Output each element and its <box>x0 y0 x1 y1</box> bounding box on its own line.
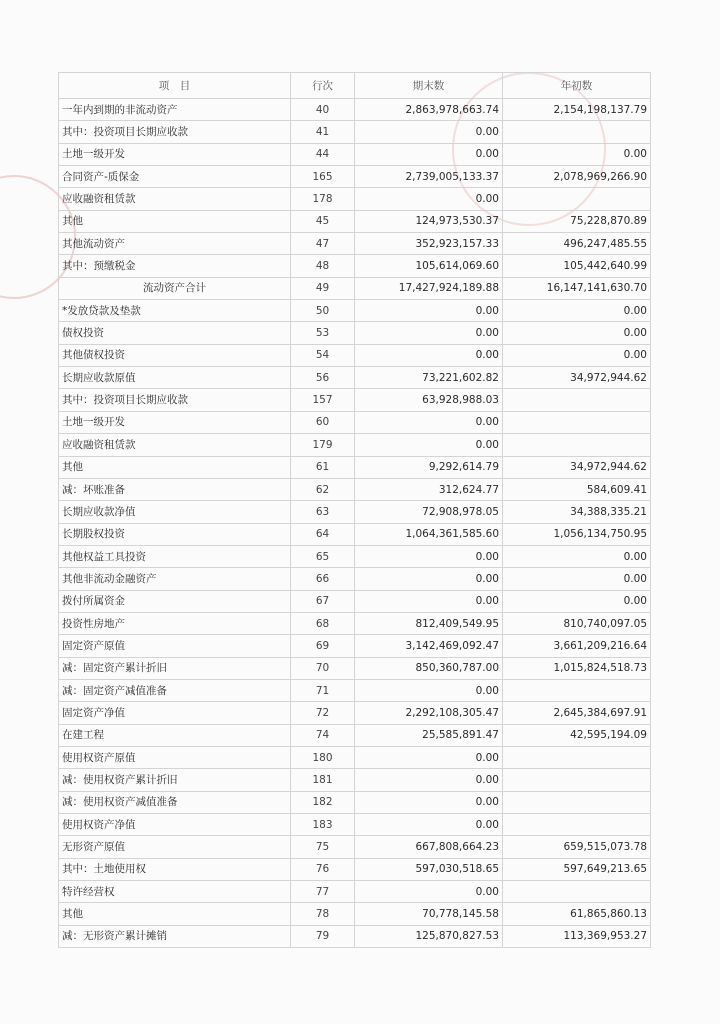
row-end-balance: 0.00 <box>355 411 503 433</box>
row-number: 41 <box>291 121 355 143</box>
row-end-balance: 0.00 <box>355 746 503 768</box>
row-item: 长期应收款净值 <box>59 501 291 523</box>
row-number: 165 <box>291 166 355 188</box>
table-row <box>59 255 651 277</box>
row-begin-balance: 34,388,335.21 <box>503 501 651 523</box>
row-end-balance: 0.00 <box>355 344 503 366</box>
row-item: *发放贷款及垫款 <box>59 300 291 322</box>
row-begin-balance: 3,661,209,216.64 <box>503 635 651 657</box>
table-row <box>59 277 651 299</box>
row-number: 63 <box>291 501 355 523</box>
header-begin-balance: 年初数 <box>503 73 651 99</box>
row-end-balance: 105,614,069.60 <box>355 255 503 277</box>
row-begin-balance: 75,228,870.89 <box>503 210 651 232</box>
row-end-balance: 3,142,469,092.47 <box>355 635 503 657</box>
row-begin-balance: 597,649,213.65 <box>503 858 651 880</box>
row-item: 拨付所属资金 <box>59 590 291 612</box>
row-item: 土地一级开发 <box>59 411 291 433</box>
row-item: 其他债权投资 <box>59 344 291 366</box>
table-row <box>59 121 651 143</box>
row-begin-balance: 0.00 <box>503 545 651 567</box>
row-number: 77 <box>291 881 355 903</box>
row-end-balance: 124,973,530.37 <box>355 210 503 232</box>
row-begin-balance: 0.00 <box>503 344 651 366</box>
table-row <box>59 143 651 165</box>
row-end-balance: 0.00 <box>355 568 503 590</box>
row-end-balance: 0.00 <box>355 143 503 165</box>
table-row <box>59 836 651 858</box>
row-begin-balance: 0.00 <box>503 300 651 322</box>
row-end-balance: 63,928,988.03 <box>355 389 503 411</box>
row-item: 其他 <box>59 456 291 478</box>
table-row <box>59 389 651 411</box>
row-item: 使用权资产净值 <box>59 814 291 836</box>
row-end-balance: 0.00 <box>355 679 503 701</box>
row-number: 75 <box>291 836 355 858</box>
row-item: 其他非流动金融资产 <box>59 568 291 590</box>
row-number: 79 <box>291 925 355 947</box>
row-item: 土地一级开发 <box>59 143 291 165</box>
row-begin-balance: 496,247,485.55 <box>503 233 651 255</box>
row-number: 40 <box>291 99 355 121</box>
row-end-balance: 812,409,549.95 <box>355 612 503 634</box>
row-item: 其他权益工具投资 <box>59 545 291 567</box>
row-item: 其他 <box>59 903 291 925</box>
row-begin-balance: 16,147,141,630.70 <box>503 277 651 299</box>
table-row <box>59 590 651 612</box>
table-row <box>59 501 651 523</box>
row-number: 68 <box>291 612 355 634</box>
row-number: 62 <box>291 478 355 500</box>
row-end-balance: 667,808,664.23 <box>355 836 503 858</box>
row-number: 71 <box>291 679 355 701</box>
row-begin-balance: 810,740,097.05 <box>503 612 651 634</box>
table-row <box>59 791 651 813</box>
row-item: 减：使用权资产累计折旧 <box>59 769 291 791</box>
header-item: 项 目 <box>59 73 291 99</box>
table-row <box>59 344 651 366</box>
table-row <box>59 210 651 232</box>
row-end-balance: 1,064,361,585.60 <box>355 523 503 545</box>
table-row <box>59 925 651 947</box>
row-end-balance: 73,221,602.82 <box>355 367 503 389</box>
row-end-balance: 0.00 <box>355 121 503 143</box>
row-number: 66 <box>291 568 355 590</box>
row-end-balance: 352,923,157.33 <box>355 233 503 255</box>
row-begin-balance <box>503 188 651 210</box>
row-end-balance: 125,870,827.53 <box>355 925 503 947</box>
table-row <box>59 456 651 478</box>
row-begin-balance: 61,865,860.13 <box>503 903 651 925</box>
header-end-balance: 期末数 <box>355 73 503 99</box>
row-number: 49 <box>291 277 355 299</box>
row-end-balance: 597,030,518.65 <box>355 858 503 880</box>
row-begin-balance <box>503 814 651 836</box>
row-number: 76 <box>291 858 355 880</box>
row-begin-balance <box>503 411 651 433</box>
row-number: 180 <box>291 746 355 768</box>
row-begin-balance: 0.00 <box>503 143 651 165</box>
row-number: 60 <box>291 411 355 433</box>
row-item: 其中：投资项目长期应收款 <box>59 389 291 411</box>
row-item: 减：无形资产累计摊销 <box>59 925 291 947</box>
table-row <box>59 233 651 255</box>
table-row <box>59 858 651 880</box>
row-begin-balance: 659,515,073.78 <box>503 836 651 858</box>
row-begin-balance: 2,645,384,697.91 <box>503 702 651 724</box>
row-end-balance: 70,778,145.58 <box>355 903 503 925</box>
row-number: 157 <box>291 389 355 411</box>
row-item: 其他流动资产 <box>59 233 291 255</box>
row-number: 182 <box>291 791 355 813</box>
row-item: 其中：土地使用权 <box>59 858 291 880</box>
row-item: 减：坏账准备 <box>59 478 291 500</box>
row-number: 67 <box>291 590 355 612</box>
row-begin-balance: 0.00 <box>503 568 651 590</box>
table-row <box>59 322 651 344</box>
row-begin-balance <box>503 434 651 456</box>
table-row <box>59 300 651 322</box>
row-number: 78 <box>291 903 355 925</box>
row-begin-balance: 34,972,944.62 <box>503 367 651 389</box>
row-item: 长期股权投资 <box>59 523 291 545</box>
table-row <box>59 635 651 657</box>
row-number: 45 <box>291 210 355 232</box>
row-begin-balance <box>503 881 651 903</box>
row-number: 181 <box>291 769 355 791</box>
row-begin-balance: 2,078,969,266.90 <box>503 166 651 188</box>
row-end-balance: 0.00 <box>355 791 503 813</box>
row-begin-balance: 0.00 <box>503 590 651 612</box>
row-number: 64 <box>291 523 355 545</box>
row-number: 179 <box>291 434 355 456</box>
row-item: 长期应收款原值 <box>59 367 291 389</box>
row-item: 其中：投资项目长期应收款 <box>59 121 291 143</box>
row-end-balance: 0.00 <box>355 590 503 612</box>
row-begin-balance <box>503 679 651 701</box>
row-item: 合同资产-质保金 <box>59 166 291 188</box>
row-begin-balance: 113,369,953.27 <box>503 925 651 947</box>
row-end-balance: 850,360,787.00 <box>355 657 503 679</box>
row-item: 投资性房地产 <box>59 612 291 634</box>
row-end-balance: 0.00 <box>355 434 503 456</box>
row-begin-balance <box>503 389 651 411</box>
row-end-balance: 0.00 <box>355 300 503 322</box>
row-item: 特许经营权 <box>59 881 291 903</box>
table-row <box>59 478 651 500</box>
row-item: 在建工程 <box>59 724 291 746</box>
balance-sheet-table <box>58 72 651 948</box>
row-end-balance: 25,585,891.47 <box>355 724 503 746</box>
table-row <box>59 881 651 903</box>
row-item: 债权投资 <box>59 322 291 344</box>
row-end-balance: 72,908,978.05 <box>355 501 503 523</box>
row-item: 一年内到期的非流动资产 <box>59 99 291 121</box>
row-item: 其中：预缴税金 <box>59 255 291 277</box>
row-begin-balance: 105,442,640.99 <box>503 255 651 277</box>
row-item: 其他 <box>59 210 291 232</box>
row-item: 固定资产原值 <box>59 635 291 657</box>
table-row <box>59 679 651 701</box>
row-number: 50 <box>291 300 355 322</box>
table-row <box>59 166 651 188</box>
row-item: 应收融资租赁款 <box>59 188 291 210</box>
row-item: 应收融资租赁款 <box>59 434 291 456</box>
table-row <box>59 545 651 567</box>
table-row <box>59 568 651 590</box>
row-begin-balance <box>503 121 651 143</box>
row-number: 44 <box>291 143 355 165</box>
row-end-balance: 0.00 <box>355 188 503 210</box>
row-number: 61 <box>291 456 355 478</box>
row-item: 使用权资产原值 <box>59 746 291 768</box>
row-number: 183 <box>291 814 355 836</box>
table-row <box>59 903 651 925</box>
row-begin-balance: 584,609.41 <box>503 478 651 500</box>
row-end-balance: 2,739,005,133.37 <box>355 166 503 188</box>
row-number: 72 <box>291 702 355 724</box>
row-end-balance: 2,863,978,663.74 <box>355 99 503 121</box>
row-end-balance: 0.00 <box>355 769 503 791</box>
row-end-balance: 0.00 <box>355 814 503 836</box>
table-row <box>59 411 651 433</box>
row-number: 48 <box>291 255 355 277</box>
row-end-balance: 0.00 <box>355 545 503 567</box>
header-row <box>59 73 651 99</box>
table-row <box>59 702 651 724</box>
row-begin-balance <box>503 791 651 813</box>
row-number: 54 <box>291 344 355 366</box>
row-end-balance: 0.00 <box>355 322 503 344</box>
row-number: 178 <box>291 188 355 210</box>
table-body <box>59 99 651 948</box>
row-end-balance: 312,624.77 <box>355 478 503 500</box>
table-row <box>59 612 651 634</box>
row-number: 56 <box>291 367 355 389</box>
row-begin-balance: 0.00 <box>503 322 651 344</box>
row-end-balance: 0.00 <box>355 881 503 903</box>
row-begin-balance: 34,972,944.62 <box>503 456 651 478</box>
row-number: 70 <box>291 657 355 679</box>
row-item: 固定资产净值 <box>59 702 291 724</box>
row-number: 74 <box>291 724 355 746</box>
row-begin-balance: 1,056,134,750.95 <box>503 523 651 545</box>
row-begin-balance: 1,015,824,518.73 <box>503 657 651 679</box>
row-item: 无形资产原值 <box>59 836 291 858</box>
table-row <box>59 769 651 791</box>
table-row <box>59 434 651 456</box>
table-row <box>59 188 651 210</box>
table-row <box>59 814 651 836</box>
row-number: 69 <box>291 635 355 657</box>
row-end-balance: 17,427,924,189.88 <box>355 277 503 299</box>
table-row <box>59 367 651 389</box>
table-row <box>59 99 651 121</box>
row-number: 53 <box>291 322 355 344</box>
row-item: 减：使用权资产减值准备 <box>59 791 291 813</box>
header-row-no: 行次 <box>291 73 355 99</box>
table-row <box>59 523 651 545</box>
table-row <box>59 657 651 679</box>
row-end-balance: 2,292,108,305.47 <box>355 702 503 724</box>
row-item: 减：固定资产减值准备 <box>59 679 291 701</box>
row-item: 流动资产合计 <box>59 277 291 299</box>
row-number: 65 <box>291 545 355 567</box>
row-end-balance: 9,292,614.79 <box>355 456 503 478</box>
row-item: 减：固定资产累计折旧 <box>59 657 291 679</box>
row-number: 47 <box>291 233 355 255</box>
row-begin-balance <box>503 746 651 768</box>
row-begin-balance: 42,595,194.09 <box>503 724 651 746</box>
table-row <box>59 724 651 746</box>
table-row <box>59 746 651 768</box>
row-begin-balance: 2,154,198,137.79 <box>503 99 651 121</box>
row-begin-balance <box>503 769 651 791</box>
